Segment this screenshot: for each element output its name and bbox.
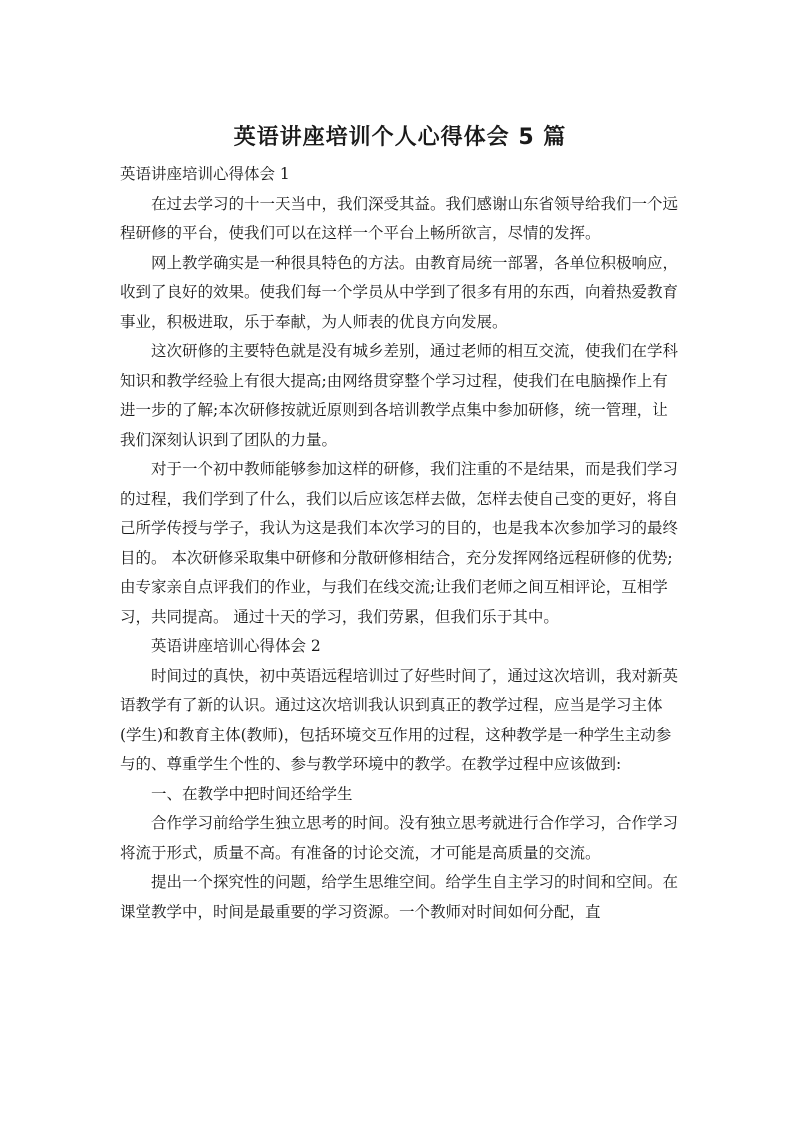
paragraph: 网上教学确实是一种很具特色的方法。由教育局统一部署，各单位积极响应，收到了良好的效果。使我们每一个学员从中学到了很多有用的东西，向着热爱教育事业，积极进取，乐于奉献，为人师表的优良方向发展。 xyxy=(120,253,679,331)
paragraph: 对于一个初中教师能够参加这样的研修，我们注重的不是结果，而是我们学习的过程，我们学到了什么，我们以后应该怎样去做，怎样去使自己变的更好，将自己所学传授与学子，我认为这是我们本次学习的目的，也是我本次参加学习的最终目的。 本次研修采取集中研修和分散研修相结合，充分发挥网络远程研修的优势;由专家亲自点评我们的作业，与我们在线交流;让我们老师之间互相评论，互相学习，共同提高。 通过十天的学习，我们劳累，但我们乐于其中。 xyxy=(120,460,679,626)
paragraph: 在过去学习的十一天当中，我们深受其益。我们感谢山东省领导给我们一个远程研修的平台，使我们可以在这样一个平台上畅所欲言，尽情的发挥。 xyxy=(120,194,679,242)
section-heading-2: 英语讲座培训心得体会 2 xyxy=(151,637,321,655)
subheading: 一、在教学中把时间还给学生 xyxy=(151,784,353,803)
section-heading-1: 英语讲座培训心得体会 1 xyxy=(120,165,290,183)
paragraph: 时间过的真快，初中英语远程培训过了好些时间了，通过这次培训，我对新英语教学有了新的认识。通过这次培训我认识到真正的教学过程，应当是学习主体(学生)和教育主体(教师)，包括环境交互作用的过程，这种教学是一种学生主动参与的、尊重学生个性的、参与教学环境中的教学。在教学过程中应该做到: xyxy=(120,666,679,773)
paragraph: 合作学习前给学生独立思考的时间。没有独立思考就进行合作学习，合作学习将流于形式，质量不高。有准备的讨论交流，才可能是高质量的交流。 xyxy=(120,814,679,862)
paragraph: 这次研修的主要特色就是没有城乡差别，通过老师的相互交流，使我们在学科知识和教学经验上有很大提高;由网络贯穿整个学习过程，使我们在电脑操作上有进一步的了解;本次研修按就近原则到各培训教学点集中参加研修，统一管理，让我们深刻认识到了团队的力量。 xyxy=(120,342,679,449)
document-body xyxy=(120,160,680,927)
document-title: 英语讲座培训个人心得体会 5 篇 xyxy=(233,125,567,150)
paragraph: 提出一个探究性的问题，给学生思维空间。给学生自主学习的时间和空间。在课堂教学中，时间是最重要的学习资源。一个教师对时间如何分配，直 xyxy=(120,873,679,921)
